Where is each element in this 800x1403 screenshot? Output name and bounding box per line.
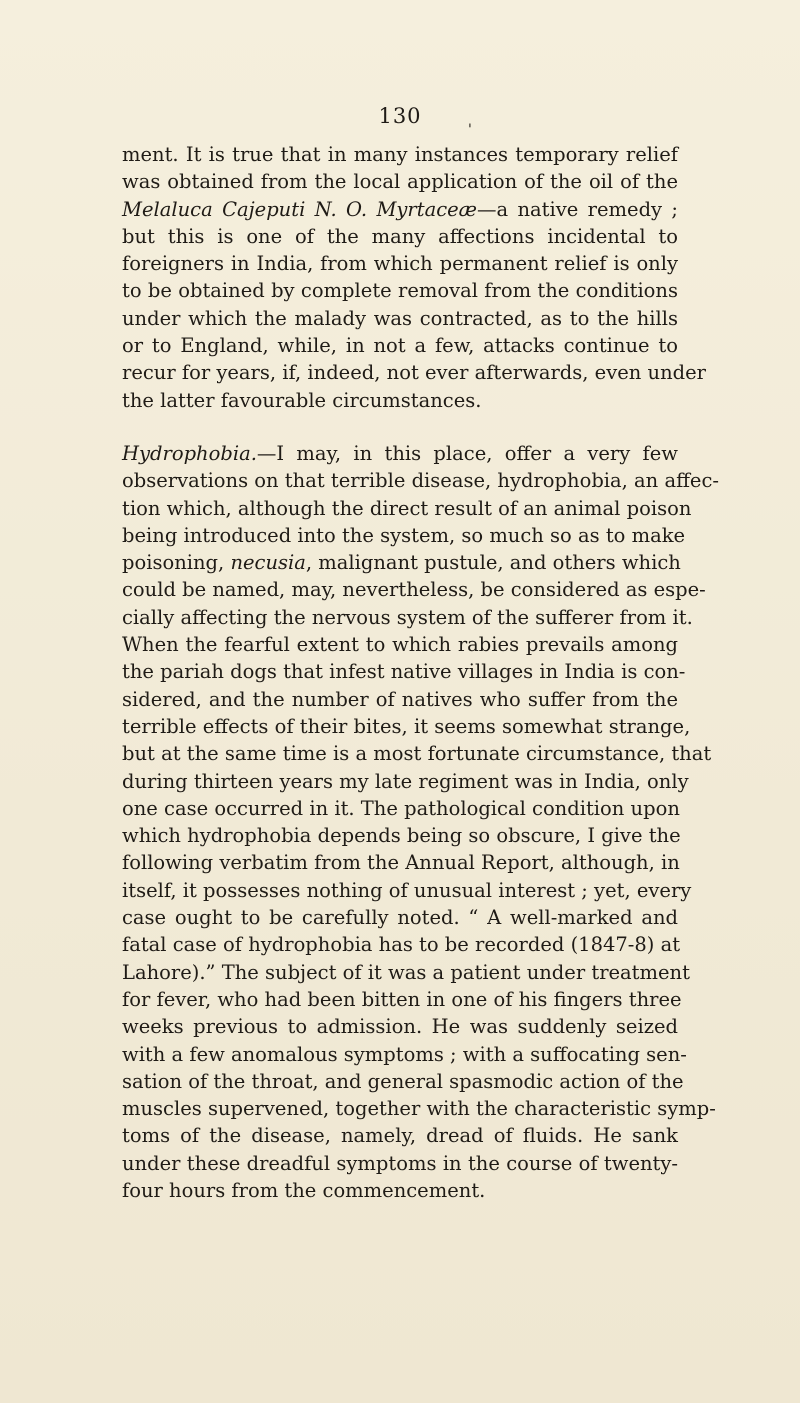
text-line: which hydrophobia depends being so obscure, I give the [122, 824, 681, 848]
text-line: tion which, although the direct result of an animal poison [122, 496, 692, 520]
text-line: to be obtained by complete removal from the conditions [122, 279, 678, 303]
paragraph-gap [122, 414, 678, 440]
text-line: foreigners in India, from which permanent relief is only [122, 252, 678, 276]
text-line: fatal case of hydrophobia has to be recorded (1847-8) at [122, 933, 681, 957]
page-mark: ' [468, 122, 472, 138]
text-line: When the fearful extent to which rabies prevails among [122, 633, 678, 657]
text-line: muscles supervened, together with the characteristic symp- [122, 1097, 716, 1121]
text-line: sidered, and the number of natives who suffer from the [122, 687, 678, 711]
text-line: or to England, while, in not a few, attacks continue to [122, 334, 678, 358]
text-line: under these dreadful symptoms in the course of twenty- [122, 1151, 678, 1175]
text-line: the pariah dogs that infest native villages in India is con- [122, 660, 686, 684]
text-line: poisoning, necusia, malignant pustule, and others which [122, 551, 681, 575]
text-line: following verbatim from the Annual Report, although, in [122, 851, 680, 875]
text-line: Melaluca Cajeputi N. O. Myrtaceæ—a native remedy ; [122, 197, 678, 221]
text-line: one case occurred in it. The pathological condition upon [122, 796, 680, 820]
text-line: itself, it possesses nothing of unusual interest ; yet, every [122, 878, 692, 902]
text-line: weeks previous to admission. He was suddenly seized [122, 1015, 678, 1039]
text-line: the latter favourable circumstances. [122, 388, 482, 412]
text-line: recur for years, if, indeed, not ever afterwards, even under [122, 361, 706, 385]
text-line: ment. It is true that in many instances temporary relief [122, 143, 678, 166]
text-line: Hydrophobia.—I may, in this place, offer a very few [122, 441, 678, 465]
text-line: being introduced into the system, so much so as to make [122, 523, 686, 547]
text-line: but this is one of the many affections incidental to [122, 224, 678, 248]
text-line: was obtained from the local application of the oil of the [122, 170, 678, 194]
body-text [122, 141, 719, 1204]
text-line: sation of the throat, and general spasmodic action of the [122, 1069, 684, 1093]
paragraph-hydrophobia [122, 440, 719, 1204]
text-line: under which the malady was contracted, as to the hills [122, 306, 678, 330]
text-line: Lahore).” The subject of it was a patient under treatment [122, 960, 690, 984]
text-line: cially affecting the nervous system of the sufferer from it. [122, 605, 693, 629]
text-line: four hours from the commencement. [122, 1178, 486, 1202]
text-line: terrible effects of their bites, it seems somewhat strange, [122, 714, 691, 738]
text-line: but at the same time is a most fortunate circumstance, that [122, 742, 712, 766]
text-line: during thirteen years my late regiment was in India, only [122, 769, 689, 793]
text-line: observations on that terrible disease, hydrophobia, an affec- [122, 469, 719, 493]
text-line: for fever, who had been bitten in one of his fingers three [122, 987, 682, 1011]
text-line: case ought to be carefully noted. “ A well-marked and [122, 906, 678, 930]
text-line: toms of the disease, namely, dread of fluids. He sank [122, 1124, 678, 1148]
paragraph-cajeputi [122, 141, 706, 414]
text-line: with a few anomalous symptoms ; with a suffocating sen- [122, 1042, 687, 1066]
page-number: 130 [378, 104, 422, 128]
text-line: could be named, may, nevertheless, be considered as espe- [122, 578, 706, 602]
